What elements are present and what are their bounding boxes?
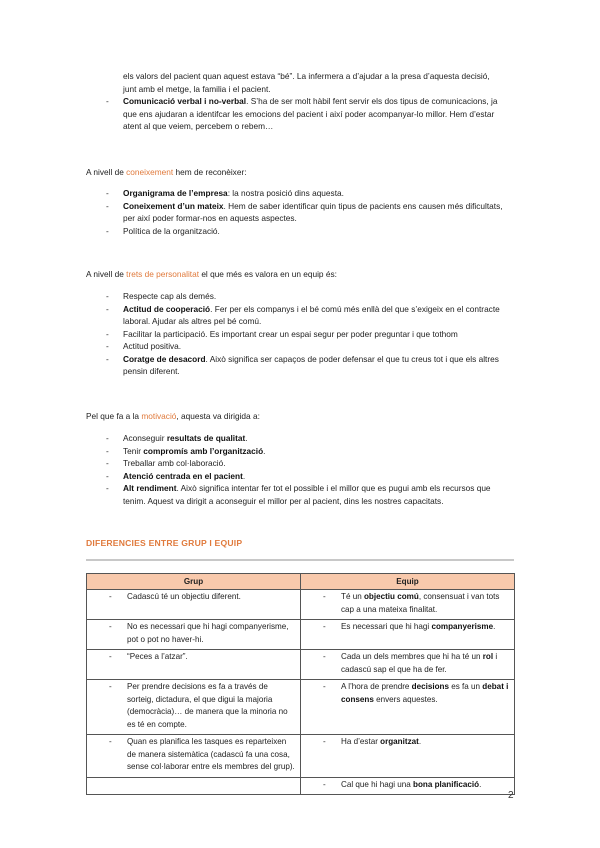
cell-text: Té un xyxy=(341,592,364,601)
cell-item xyxy=(305,736,510,749)
item-prefix: Aconseguir xyxy=(123,433,167,443)
cell-grup xyxy=(87,650,301,680)
knowledge-list xyxy=(106,187,506,237)
cell-bold: debat i consens xyxy=(341,682,509,704)
cell-text: Cal que hi hagi una xyxy=(341,779,413,789)
cell-item xyxy=(91,591,296,604)
traits-intro: A nivell de trets de personalitat el que més es valora en un equip és: xyxy=(86,269,337,279)
motivation-list xyxy=(106,432,506,507)
table-row xyxy=(87,680,515,735)
cell-equip xyxy=(301,650,515,680)
section-title: DIFERENCIES ENTRE GRUP I EQUIP xyxy=(86,538,243,548)
bullet-dash: - xyxy=(106,341,109,351)
item-text: Actitud positiva. xyxy=(123,341,182,351)
cell-bold: organitzat xyxy=(380,737,419,746)
list-item xyxy=(106,328,506,341)
cell-item xyxy=(305,651,510,676)
table-row xyxy=(87,777,515,795)
list-item xyxy=(106,445,506,458)
cell-equip xyxy=(301,590,515,620)
page-number: 2 xyxy=(508,790,514,801)
bullet-dash: - xyxy=(106,458,109,468)
item-text: Política de la organització. xyxy=(123,225,220,236)
cell-text: Es necessari que hi hagi xyxy=(341,622,432,631)
bullet-dash: - xyxy=(106,225,109,236)
list-item xyxy=(106,340,506,353)
list-item xyxy=(106,432,506,445)
cell-text: Per prendre decisions es fa a través de sorteig, dictadura, el que digui la majoria (democràcia)… de manera que la minoria no es té en compte. xyxy=(127,682,288,729)
highlight-trets: trets de personalitat xyxy=(126,269,200,279)
highlight-coneixement: coneixement xyxy=(126,167,174,177)
bullet-dash: - xyxy=(323,652,326,661)
item-bold: compromís amb l’organització xyxy=(143,445,264,456)
bullet-dash: - xyxy=(106,291,109,301)
cell-text: . xyxy=(493,622,496,631)
item-bold: Coneixement d’un mateix xyxy=(123,200,224,211)
cell-grup xyxy=(87,620,301,650)
bullet-dash: - xyxy=(109,622,112,631)
cell-item xyxy=(305,779,510,792)
item-text: . Fer per els companys i el bé comú més enllà del que s’exigeix en el contracte laboral. Ajudar als altres pel bé comú. xyxy=(123,303,500,326)
cell-text: “Peces a l’atzar”. xyxy=(127,652,188,661)
bullet-dash: - xyxy=(106,433,109,443)
cell-item xyxy=(305,591,510,616)
list-item xyxy=(106,470,506,483)
bullet-dash: - xyxy=(106,483,109,493)
cell-text: Cada un dels membres que hi ha té un xyxy=(341,652,483,661)
bullet-dash: - xyxy=(109,682,112,691)
continuation-block xyxy=(106,70,503,133)
bullet-dash: - xyxy=(109,592,112,601)
cell-item xyxy=(91,621,296,646)
bullet-dash: - xyxy=(106,303,109,314)
traits-list xyxy=(106,290,506,378)
bullet-dash: - xyxy=(323,592,326,601)
cell-equip xyxy=(301,680,515,735)
cell-text: Cadascú té un objectiu diferent. xyxy=(127,592,241,601)
cell-text: . xyxy=(479,779,482,789)
cell-item xyxy=(91,681,296,731)
item-text: . xyxy=(245,433,248,443)
list-item xyxy=(106,457,506,470)
cell-grup xyxy=(87,680,301,735)
table-row xyxy=(87,735,515,778)
item-text: . Això significa ser capaços de poder defensar el que tu creus tot i que els altres pensin diferent. xyxy=(123,353,499,376)
continuation-text: els valors del pacient quan aquest estava “bé”. La infermera a d’ajudar a la presa d’aquesta decisió, junt amb el metge, la familia i el pacient. xyxy=(123,71,490,94)
cell-text: es fa un xyxy=(449,682,483,691)
item-text: . Hem de saber identificar quin tipus de pacients ens causen més dificultats, per així poder formar-nos en aquests aspectes. xyxy=(123,200,503,223)
cell-equip xyxy=(301,735,515,778)
cell-text: i cadascú sap el que ha de fer. xyxy=(341,652,498,674)
list-item xyxy=(106,353,506,378)
cell-item xyxy=(305,621,510,634)
bullet-dash: - xyxy=(323,737,326,746)
motivation-intro: Pel que fa a la motivació, aquesta va dirigida a: xyxy=(86,411,260,421)
item-bold: Coratge de desacord xyxy=(123,353,206,364)
bullet-dash: - xyxy=(106,188,109,198)
grup-equip-table xyxy=(86,573,515,795)
section-divider xyxy=(86,559,514,561)
item-text: . Això significa intentar fer tot el possible i el millor que es pugui amb els recursos que tenim. Aquest va dirigit a aconseguir el millor per al pacient, dins les nostres capacitats. xyxy=(123,483,491,506)
cell-bold: objectiu comú xyxy=(363,592,419,601)
item-bold: Alt rendiment xyxy=(123,483,177,493)
bullet-dash: - xyxy=(106,445,109,456)
bullet-dash: - xyxy=(106,200,109,211)
bullet-dash: - xyxy=(323,622,326,631)
bullet-dash: - xyxy=(323,779,326,789)
highlight-motivacio: motivació xyxy=(141,411,177,421)
bullet-dash: - xyxy=(106,353,109,364)
cell-bold: decisions xyxy=(411,682,449,691)
item-text: Treballar amb col·laboració. xyxy=(123,458,226,468)
cell-text: Quan es planifica les tasques es reparteixen de manera sistemàtica (cadascú fa una cosa, sense col·laborar entre els membres del grup). xyxy=(127,737,295,771)
header-grup: Grup xyxy=(87,574,301,590)
item-text: : la nostra posició dins aquesta. xyxy=(227,188,344,198)
table-row xyxy=(87,590,515,620)
item-text: . xyxy=(263,445,266,456)
item-text: . xyxy=(242,470,246,481)
table-row xyxy=(87,650,515,680)
bullet-dash: - xyxy=(106,328,109,339)
bullet-dash: - xyxy=(109,737,112,746)
item-bold: resultats de qualitat xyxy=(166,433,246,443)
cell-grup xyxy=(87,777,301,795)
list-item xyxy=(106,187,506,200)
knowledge-intro: A nivell de coneixement hem de reconèixer: xyxy=(86,167,247,177)
item-prefix: Tenir xyxy=(123,445,144,456)
cell-text: . xyxy=(418,737,422,746)
cell-text: No es necessari que hi hagi companyerisme, pot o pot no haver-hi. xyxy=(127,622,289,644)
cell-grup xyxy=(87,590,301,620)
bullet-dash: - xyxy=(323,682,326,691)
item-text: Respecte cap als demés. xyxy=(123,291,217,301)
cell-text: A l’hora de prendre xyxy=(341,682,412,691)
item-bold: Organigrama de l’empresa xyxy=(123,188,228,198)
bullet-dash: - xyxy=(106,470,109,481)
table-header-row xyxy=(87,574,515,590)
cell-item xyxy=(91,651,296,664)
item-bold: Comunicació verbal i no-verbal xyxy=(123,96,247,106)
cell-bold: bona planificació xyxy=(413,779,480,789)
list-item xyxy=(106,290,506,303)
list-item xyxy=(106,225,506,238)
cell-bold: companyerisme xyxy=(431,622,494,631)
bullet-dash: - xyxy=(109,652,112,661)
cell-bold: rol xyxy=(482,652,494,661)
cell-equip xyxy=(301,620,515,650)
cell-text: envers aquestes. xyxy=(373,694,438,704)
cell-text: , consensuat i van tots cap a una mateixa finalitat. xyxy=(341,592,500,614)
list-item xyxy=(106,95,503,133)
list-item xyxy=(106,303,506,328)
list-item xyxy=(106,482,506,507)
item-text: Facilitar la participació. Es important crear un espai segur per poder preguntar i que tothom xyxy=(123,328,458,339)
item-bold: Atenció centrada en el pacient xyxy=(123,470,243,481)
cell-item xyxy=(91,736,296,774)
item-text: . S’ha de ser molt hàbil fent servir els dos tipus de comunicacions, ja que ens ajudaran a identifcar les emocions del pacient i així poder acompanyar-lo millor. Hem d’estar atent al que veiem, percebem o rebem… xyxy=(123,96,498,131)
table-row xyxy=(87,620,515,650)
cell-text: Ha d’estar xyxy=(341,737,381,746)
cell-grup xyxy=(87,735,301,778)
bullet-dash: - xyxy=(106,96,109,106)
cell-item xyxy=(305,681,510,706)
header-equip: Equip xyxy=(301,574,515,590)
list-item xyxy=(106,200,506,225)
cell-equip xyxy=(301,777,515,795)
item-bold: Actitud de cooperació xyxy=(123,303,211,314)
